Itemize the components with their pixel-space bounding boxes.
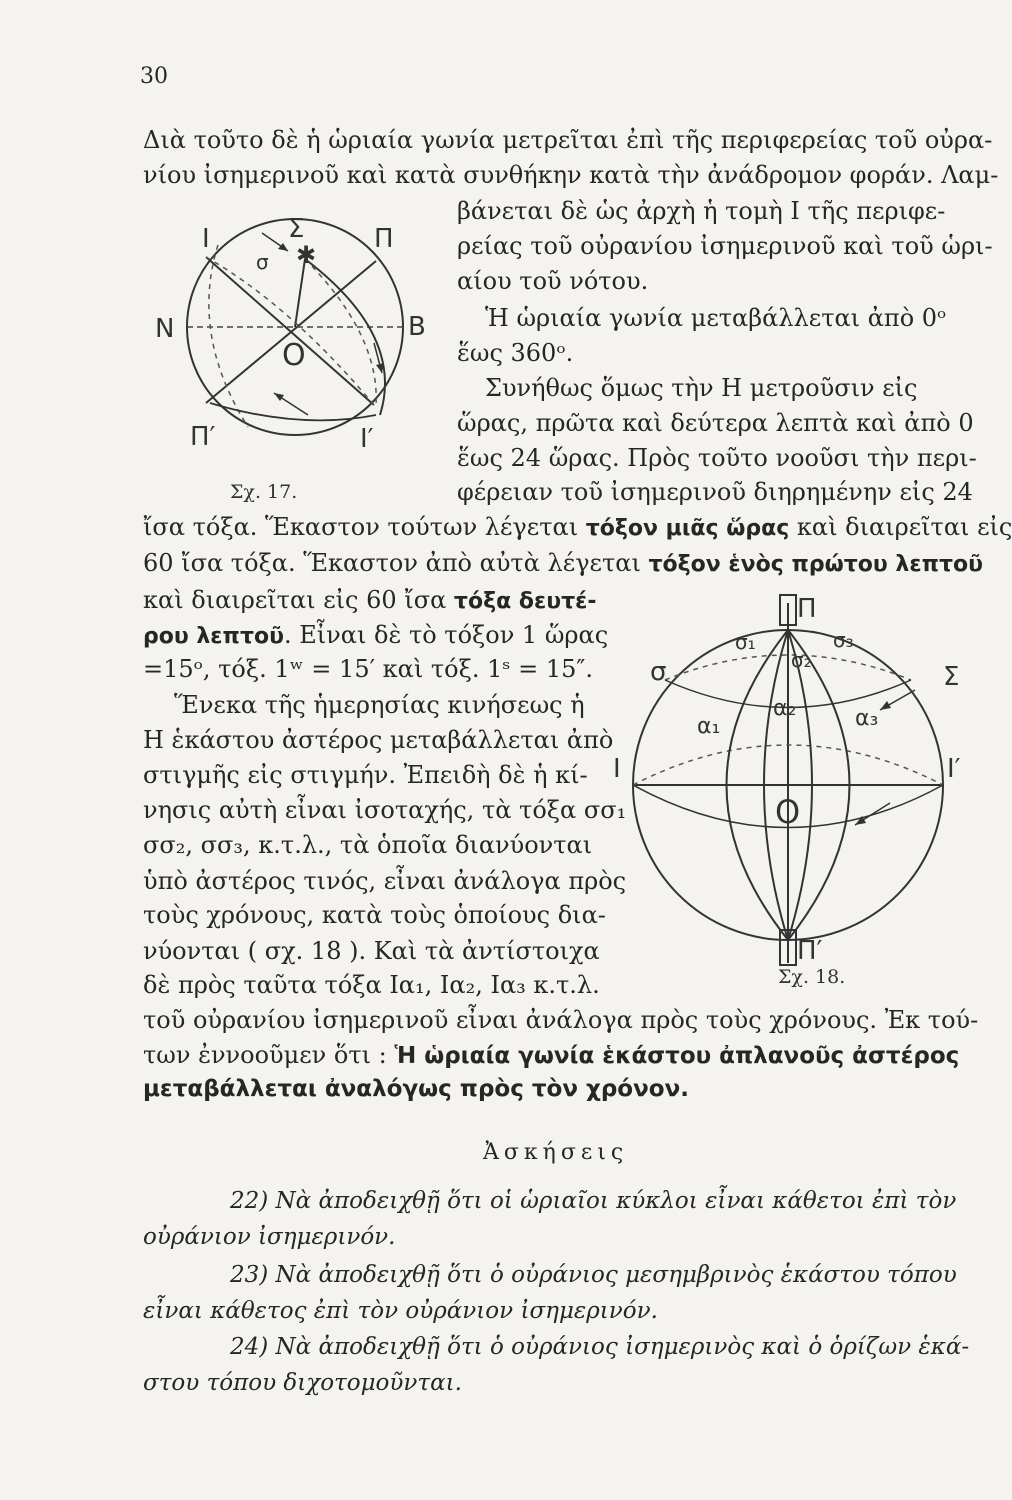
text-line: καὶ διαιρεῖται εἰς 60 ἴσα τόξα δευτέ- bbox=[143, 586, 597, 614]
fig18-label-s1: σ₁ bbox=[735, 630, 756, 654]
fig17-label-N: N bbox=[155, 314, 175, 344]
text-line: ὑπὸ ἀστέρος τινός, εἶναι ἀνάλογα πρὸς bbox=[143, 867, 627, 895]
bold-line: μεταβάλλεται ἀναλόγως πρὸς τὸν χρόνον. bbox=[143, 1076, 689, 1102]
text-line: των ἐννοοῦμεν ὅτι : Ἡ ὡριαία γωνία ἑκάστου ἀπλανοῦς ἀστέρος bbox=[143, 1041, 960, 1069]
fig17-star-icon: ✱ bbox=[296, 241, 317, 269]
bold-term: τόξα δευτέ- bbox=[453, 589, 597, 614]
fig17-caption: Σχ. 17. bbox=[230, 481, 298, 503]
fig18-label-sigma: σ bbox=[650, 657, 667, 687]
exercise-24: 24) Νὰ ἀποδειχθῇ ὅτι ὁ οὐράνιος ἰσημερινὸς καὶ ὁ ὁρίζων ἑκά- bbox=[230, 1334, 970, 1360]
figure-17 bbox=[150, 215, 450, 505]
exercise-23-cont: εἶναι κάθετος ἐπὶ τὸν οὐράνιον ἰσημερινόν. bbox=[143, 1298, 658, 1324]
text-line: αίου τοῦ νότου. bbox=[457, 267, 649, 295]
text-line: τοῦ οὐρανίου ἰσημερινοῦ εἶναι ἀνάλογα πρὸς τοὺς χρόνους. Ἐκ τού- bbox=[143, 1006, 979, 1034]
text-line: δὲ πρὸς ταῦτα τόξα Ια₁, Ια₂, Ια₃ κ.τ.λ. bbox=[143, 971, 600, 999]
text-line: νίου ἰσημερινοῦ καὶ κατὰ συνθήκην κατὰ τὴν ἀνάδρομον φοράν. Λαμ- bbox=[143, 161, 999, 189]
text-line: Διὰ τοῦτο δὲ ἡ ὡριαία γωνία μετρεῖται ἐπὶ τῆς περιφερείας τοῦ οὐρα- bbox=[143, 126, 993, 154]
text-line: Η ἑκάστου ἀστέρος μεταβάλλεται ἀπὸ bbox=[143, 726, 614, 754]
fig17-label-pi: Π bbox=[374, 224, 394, 254]
text-line: τοὺς χρόνους, κατὰ τοὺς ὁποίους δια- bbox=[143, 901, 606, 929]
fig17-label-B: B bbox=[408, 312, 426, 342]
fig18-label-I: I bbox=[613, 754, 621, 784]
fig18-label-O: O bbox=[775, 793, 801, 831]
fig17-label-pi-prime: Π′ bbox=[190, 422, 216, 452]
text-line: ὥρας, πρῶτα καὶ δεύτερα λεπτὰ καὶ ἀπὸ 0 bbox=[457, 409, 974, 437]
text-line: ρείας τοῦ οὐρανίου ἰσημερινοῦ καὶ τοῦ ὡρι- bbox=[457, 232, 993, 260]
fig18-caption: Σχ. 18. bbox=[778, 966, 846, 988]
text-line: =15ᵒ, τόξ. 1ʷ = 15′ καὶ τόξ. 1ˢ = 15″. bbox=[143, 655, 593, 683]
page-number: 30 bbox=[140, 64, 168, 89]
text-line: νύονται ( σχ. 18 ). Καὶ τὰ ἀντίστοιχα bbox=[143, 937, 600, 965]
fig18-label-pi: Π bbox=[797, 594, 817, 624]
fig17-label-I: I bbox=[202, 224, 210, 254]
bold-term: Ἡ ὡριαία γωνία ἑκάστου ἀπλανοῦς ἀστέρος bbox=[394, 1043, 960, 1069]
text-line: νησις αὐτὴ εἶναι ἰσοταχής, τὰ τόξα σσ₁ bbox=[143, 796, 627, 824]
text-line: Ἕνεκα τῆς ἡμερησίας κινήσεως ἡ bbox=[174, 691, 585, 719]
fig17-arc bbox=[305, 259, 385, 415]
text-line: βάνεται δὲ ὡς ἀρχὴ ἡ τομὴ Ι τῆς περιφε- bbox=[457, 197, 946, 225]
exercise-24-cont: στου τόπου διχοτομοῦνται. bbox=[143, 1370, 462, 1396]
text-line: 60 ἴσα τόξα. Ἕκαστον ἀπὸ αὐτὰ λέγεται τόξον ἑνὸς πρώτου λεπτοῦ bbox=[143, 549, 983, 577]
fig17-label-i-prime: I′ bbox=[360, 424, 374, 454]
fig17-arrowhead bbox=[274, 393, 284, 401]
fig17-label-sigma-upper: Σ bbox=[288, 214, 305, 244]
text-line: φέρειαν τοῦ ἰσημερινοῦ διηρημένην εἰς 24 bbox=[457, 478, 973, 506]
fig18-label-s2: σ₂ bbox=[791, 648, 812, 672]
fig17-hour-line bbox=[295, 259, 305, 327]
fig18-label-i-prime: I′ bbox=[947, 754, 961, 784]
bold-term: ρου λεπτοῦ bbox=[143, 624, 284, 649]
fig18-label-a3: α₃ bbox=[855, 706, 879, 731]
fig18-arrowhead bbox=[880, 701, 891, 710]
fig17-arrowhead bbox=[278, 243, 288, 251]
fig17-label-O: O bbox=[282, 338, 306, 373]
text-line: ἴσα τόξα. Ἕκαστον τούτων λέγεται τόξον μιᾶς ὥρας καὶ διαιρεῖται εἰς bbox=[143, 513, 1012, 541]
text-line: ἕως 360ᵒ. bbox=[457, 339, 574, 367]
fig17-arrowhead bbox=[376, 363, 384, 373]
fig18-label-a2: α₂ bbox=[773, 696, 797, 721]
exercise-22-cont: οὐράνιον ἰσημερινόν. bbox=[143, 1224, 396, 1250]
text-line: σσ₂, σσ₃, κ.τ.λ., τὰ ὁποῖα διανύονται bbox=[143, 831, 593, 859]
fig18-label-pi-prime: Π′ bbox=[797, 936, 823, 966]
fig18-label-sigma-upper: Σ bbox=[943, 662, 960, 692]
text-line: ρου λεπτοῦ. Εἶναι δὲ τὸ τόξον 1 ὥρας bbox=[143, 621, 609, 649]
fig18-label-a1: α₁ bbox=[697, 714, 721, 739]
text-line: Συνήθως ὅμως τὴν Η μετροῦσιν εἰς bbox=[485, 374, 918, 402]
fig17-label-sigma: σ bbox=[256, 250, 269, 274]
fig18-label-s3: σ₃ bbox=[833, 628, 854, 652]
fig17-diameter bbox=[206, 261, 376, 403]
bold-term: τόξον ἑνὸς πρώτου λεπτοῦ bbox=[648, 552, 983, 577]
text-line: στιγμῆς εἰς στιγμήν. Ἐπειδὴ δὲ ἡ κί- bbox=[143, 761, 588, 789]
exercise-22: 22) Νὰ ἀποδειχθῇ ὅτι οἱ ὡριαῖοι κύκλοι εἶναι κάθετοι ἐπὶ τὸν bbox=[230, 1188, 957, 1214]
bold-term: τόξον μιᾶς ὥρας bbox=[585, 516, 790, 541]
exercise-23: 23) Νὰ ἀποδειχθῇ ὅτι ὁ οὐράνιος μεσημβρινὸς ἑκάστου τόπου bbox=[230, 1262, 957, 1288]
exercises-heading: Ἀσκήσεις bbox=[483, 1140, 629, 1165]
fig17-dashed-ellipse bbox=[305, 259, 376, 405]
figure-18 bbox=[613, 585, 1005, 995]
text-line: Ἡ ὡριαία γωνία μεταβάλλεται ἀπὸ 0ᵒ bbox=[485, 304, 947, 332]
text-line: ἕως 24 ὥρας. Πρὸς τοῦτο νοοῦσι τὴν περι- bbox=[457, 444, 977, 472]
